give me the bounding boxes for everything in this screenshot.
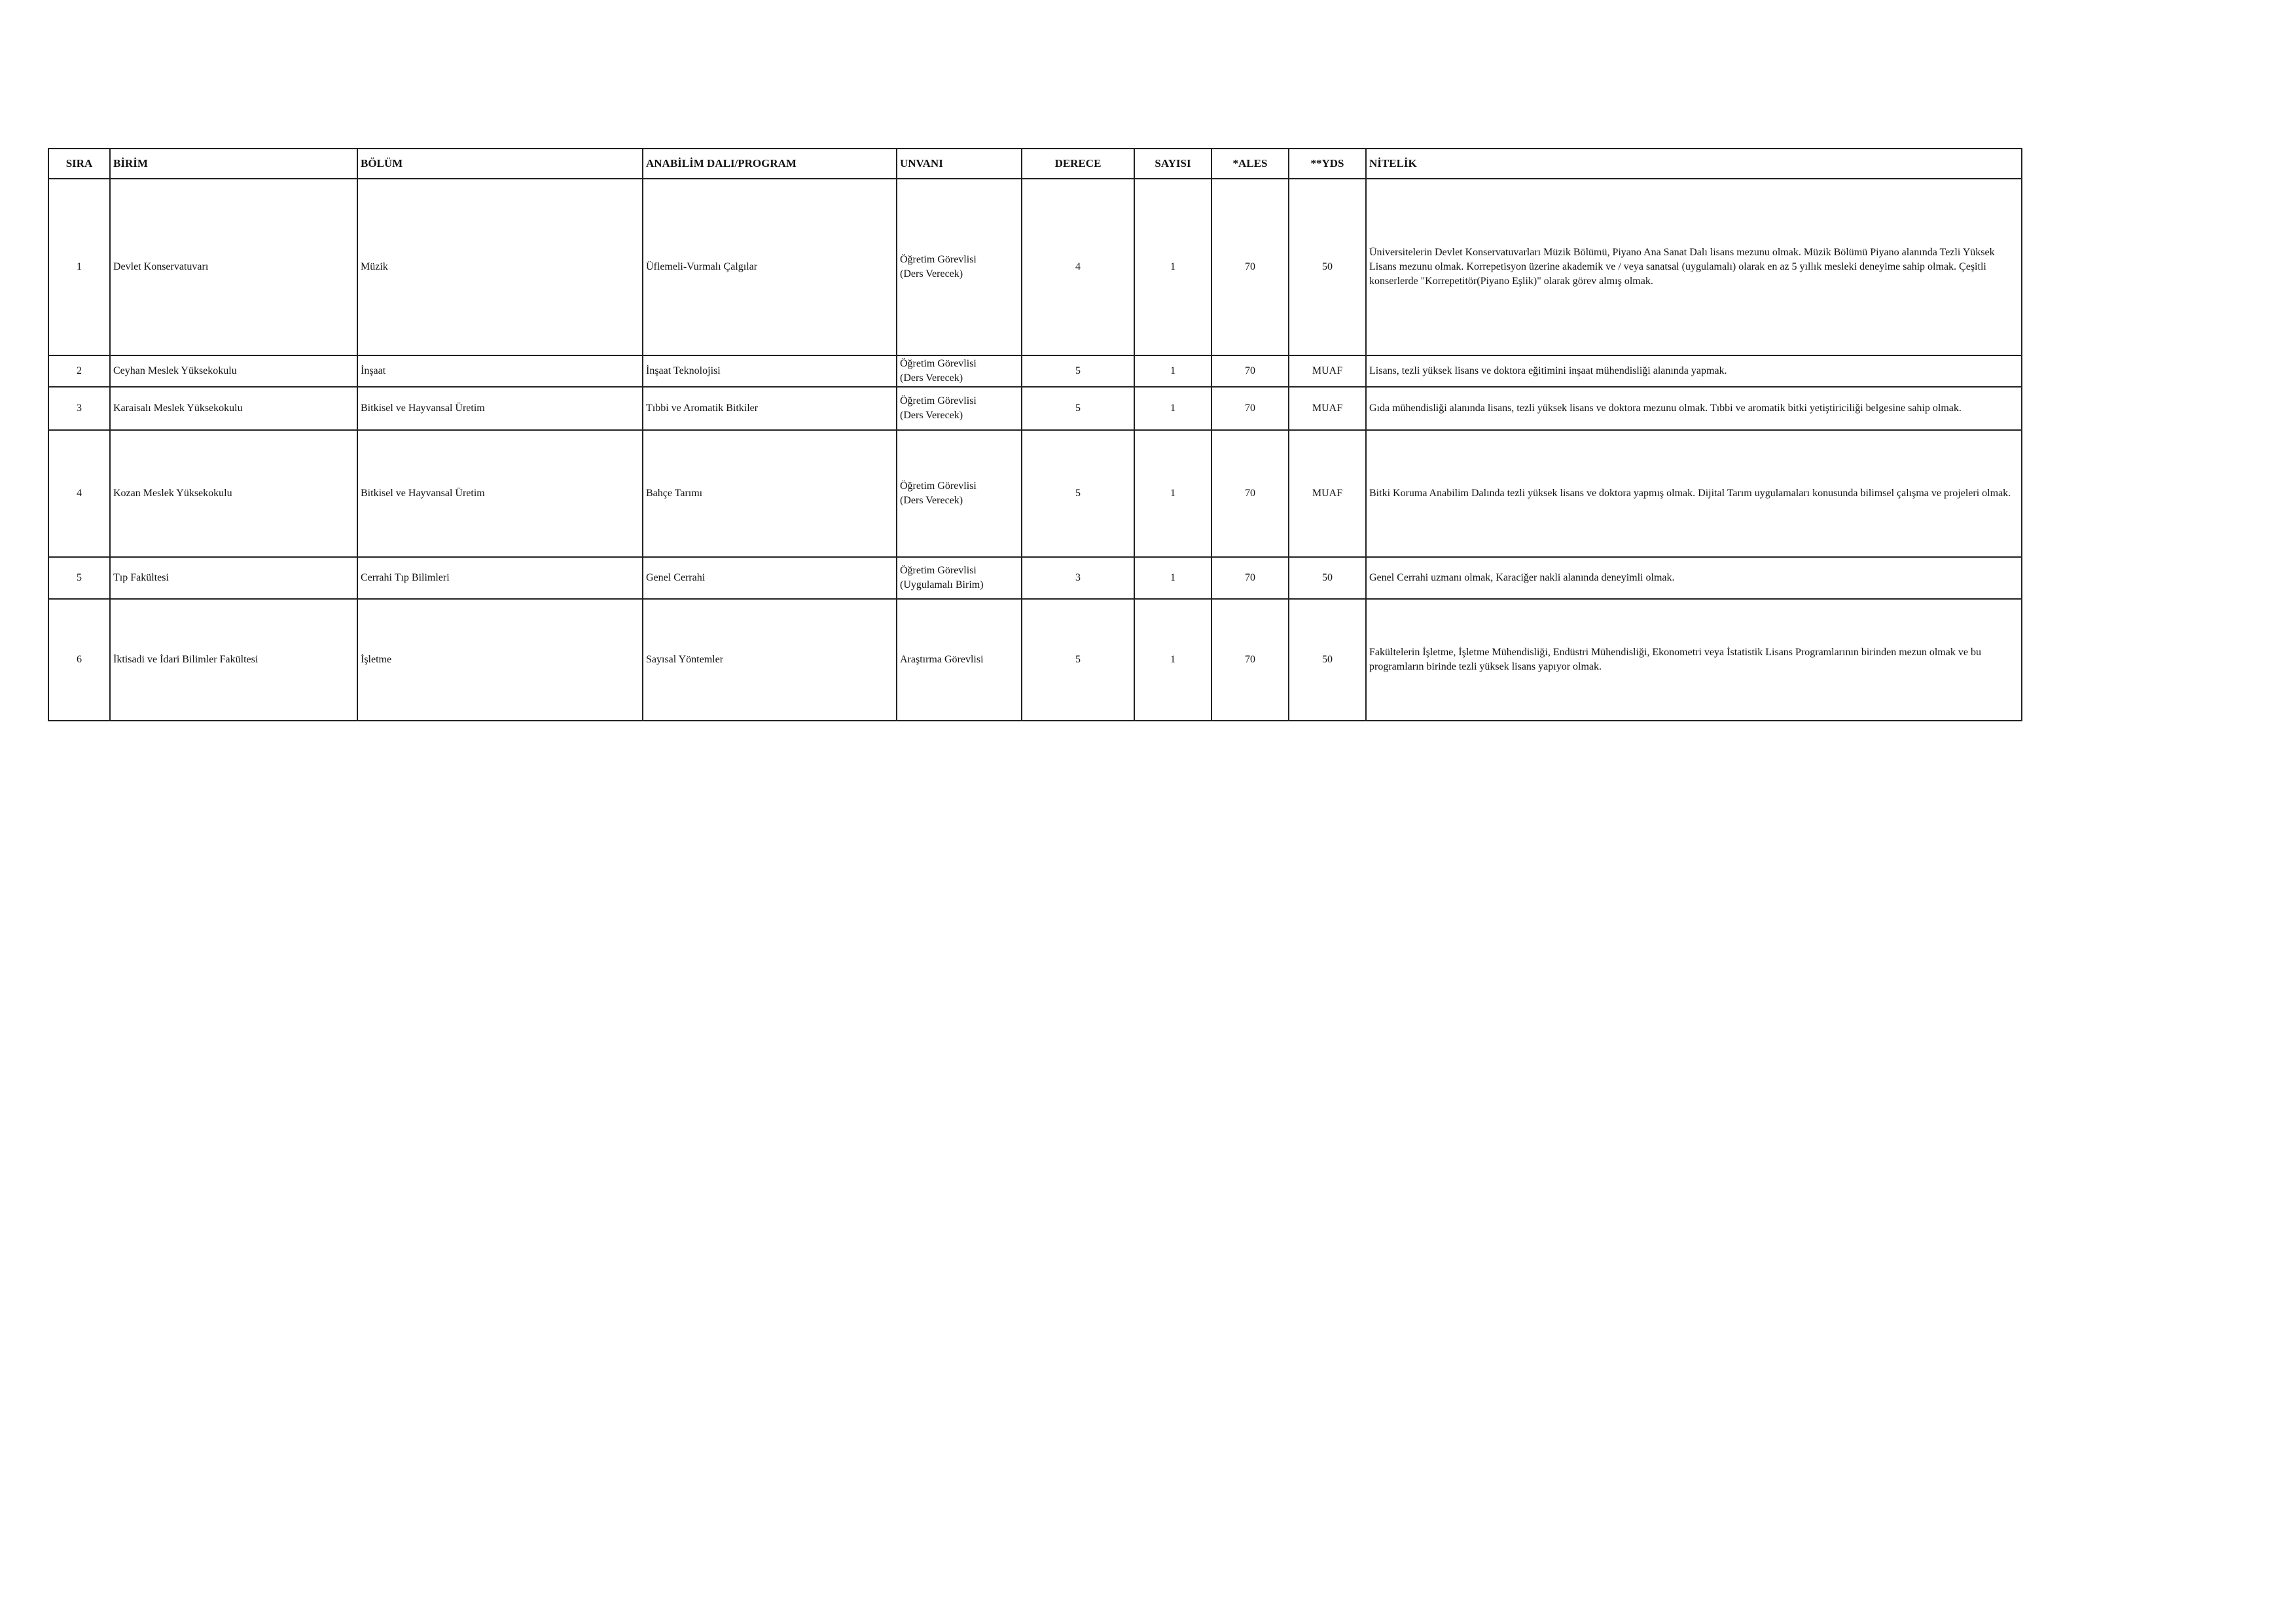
cell-bolum: İnşaat (357, 355, 643, 387)
cell-derece: 4 (1022, 179, 1134, 355)
cell-nitelik: Bitki Koruma Anabilim Dalında tezli yüksek lisans ve doktora yapmış olmak. Dijital Tarım uygulamaları konusunda bilimsel çalışma ve projeleri olmak. (1366, 430, 2022, 557)
cell-birim: Karaisalı Meslek Yüksekokulu (110, 387, 357, 430)
cell-nitelik: Lisans, tezli yüksek lisans ve doktora eğitimini inşaat mühendisliği alanında yapmak. (1366, 355, 2022, 387)
cell-ales: 70 (1211, 430, 1289, 557)
cell-derece: 3 (1022, 557, 1134, 599)
cell-derece: 5 (1022, 430, 1134, 557)
cell-yds: 50 (1289, 557, 1366, 599)
table-row (48, 387, 2022, 430)
header-unvani: UNVANI (897, 149, 1022, 179)
cell-ales: 70 (1211, 387, 1289, 430)
cell-birim: Ceyhan Meslek Yüksekokulu (110, 355, 357, 387)
cell-yds: MUAF (1289, 355, 1366, 387)
cell-anabilim: Genel Cerrahi (643, 557, 897, 599)
position-table (48, 148, 2022, 721)
cell-bolum: Bitkisel ve Hayvansal Üretim (357, 387, 643, 430)
cell-anabilim: Üflemeli-Vurmalı Çalgılar (643, 179, 897, 355)
cell-derece: 5 (1022, 355, 1134, 387)
cell-sira: 1 (48, 179, 110, 355)
cell-sayisi: 1 (1134, 599, 1211, 721)
cell-nitelik: Gıda mühendisliği alanında lisans, tezli yüksek lisans ve doktora mezunu olmak. Tıbbi ve aromatik bitki yetiştiriciliği belgesine sahip olmak. (1366, 387, 2022, 430)
table-row (48, 430, 2022, 557)
header-anabilim: ANABİLİM DALI/PROGRAM (643, 149, 897, 179)
cell-birim: Devlet Konservatuvarı (110, 179, 357, 355)
cell-anabilim: İnşaat Teknolojisi (643, 355, 897, 387)
header-birim: BİRİM (110, 149, 357, 179)
cell-anabilim: Bahçe Tarımı (643, 430, 897, 557)
cell-derece: 5 (1022, 387, 1134, 430)
cell-yds: MUAF (1289, 387, 1366, 430)
cell-nitelik: Genel Cerrahi uzmanı olmak, Karaciğer nakli alanında deneyimli olmak. (1366, 557, 2022, 599)
cell-sira: 5 (48, 557, 110, 599)
cell-unvani: Araştırma Görevlisi (897, 599, 1022, 721)
cell-derece: 5 (1022, 599, 1134, 721)
cell-anabilim: Sayısal Yöntemler (643, 599, 897, 721)
cell-nitelik: Fakültelerin İşletme, İşletme Mühendisliği, Endüstri Mühendisliği, Ekonometri veya İstatistik Lisans Programlarının birinden mezun olmak ve bu programların birinde tezli yüksek lisans yapıyor olmak. (1366, 599, 2022, 721)
cell-bolum: Müzik (357, 179, 643, 355)
cell-ales: 70 (1211, 599, 1289, 721)
cell-yds: MUAF (1289, 430, 1366, 557)
header-bolum: BÖLÜM (357, 149, 643, 179)
table-row (48, 355, 2022, 387)
header-ales: *ALES (1211, 149, 1289, 179)
cell-sayisi: 1 (1134, 355, 1211, 387)
cell-unvani: Öğretim Görevlisi (Ders Verecek) (897, 179, 1022, 355)
cell-sayisi: 1 (1134, 179, 1211, 355)
header-sayisi: SAYISI (1134, 149, 1211, 179)
table-row (48, 179, 2022, 355)
cell-birim: Tıp Fakültesi (110, 557, 357, 599)
cell-bolum: Bitkisel ve Hayvansal Üretim (357, 430, 643, 557)
cell-ales: 70 (1211, 179, 1289, 355)
header-nitelik: NİTELİK (1366, 149, 2022, 179)
cell-sira: 6 (48, 599, 110, 721)
cell-bolum: İşletme (357, 599, 643, 721)
cell-sira: 4 (48, 430, 110, 557)
cell-unvani: Öğretim Görevlisi (Uygulamalı Birim) (897, 557, 1022, 599)
cell-nitelik: Üniversitelerin Devlet Konservatuvarları Müzik Bölümü, Piyano Ana Sanat Dalı lisans mezunu olmak. Müzik Bölümü Piyano alanında Tezli Yüksek Lisans mezunu olmak. Korrepetisyon üzerine akademik ve / veya sanatsal (uygulamalı) olarak en az 5 yıllık mesleki deneyime sahip olmak. Çeşitli konserlerde "Korrepetitör(Piyano Eşlik)" olarak görev almış olmak. (1366, 179, 2022, 355)
cell-birim: Kozan Meslek Yüksekokulu (110, 430, 357, 557)
cell-sira: 2 (48, 355, 110, 387)
table-row (48, 557, 2022, 599)
header-sira: SIRA (48, 149, 110, 179)
cell-yds: 50 (1289, 599, 1366, 721)
cell-anabilim: Tıbbi ve Aromatik Bitkiler (643, 387, 897, 430)
cell-unvani: Öğretim Görevlisi (Ders Verecek) (897, 430, 1022, 557)
cell-sira: 3 (48, 387, 110, 430)
cell-sayisi: 1 (1134, 430, 1211, 557)
cell-ales: 70 (1211, 557, 1289, 599)
cell-ales: 70 (1211, 355, 1289, 387)
cell-unvani: Öğretim Görevlisi (Ders Verecek) (897, 355, 1022, 387)
header-derece: DERECE (1022, 149, 1134, 179)
cell-sayisi: 1 (1134, 557, 1211, 599)
header-row (48, 149, 2022, 179)
header-yds: **YDS (1289, 149, 1366, 179)
cell-sayisi: 1 (1134, 387, 1211, 430)
cell-unvani: Öğretim Görevlisi (Ders Verecek) (897, 387, 1022, 430)
table-row (48, 599, 2022, 721)
cell-bolum: Cerrahi Tıp Bilimleri (357, 557, 643, 599)
cell-yds: 50 (1289, 179, 1366, 355)
cell-birim: İktisadi ve İdari Bilimler Fakültesi (110, 599, 357, 721)
